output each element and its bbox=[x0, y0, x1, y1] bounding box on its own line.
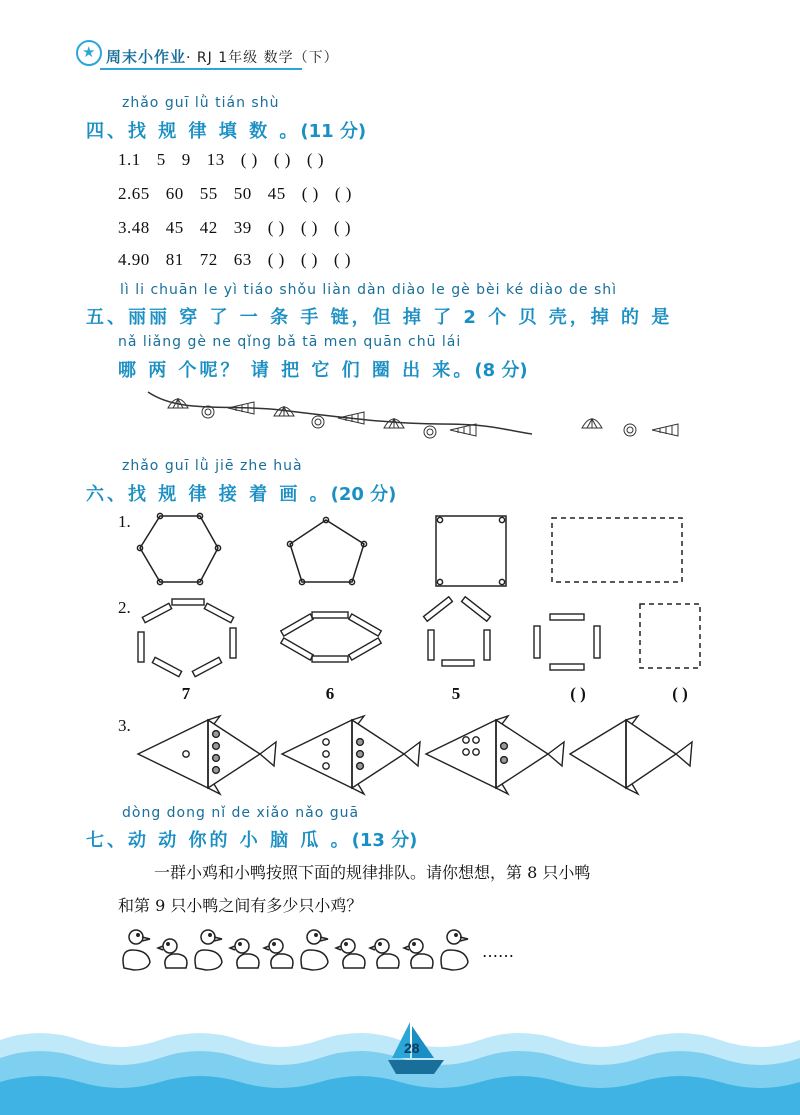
seq-value: 45 bbox=[165, 218, 184, 237]
section5-pinyin-2: nǎ liǎng gè ne qǐng bǎ tā men quān chū lái bbox=[118, 334, 462, 350]
header-subtitle: · RJ 1年级 数学（下） bbox=[186, 50, 339, 66]
seq-label: 2. bbox=[118, 184, 132, 203]
answer-blank[interactable]: ( ) bbox=[301, 184, 319, 203]
section6-title bbox=[86, 480, 396, 506]
section4-score: (11 分) bbox=[300, 121, 367, 142]
count-label: 7 bbox=[181, 684, 191, 703]
bracelet-illustration bbox=[140, 384, 700, 454]
count-label: 6 bbox=[325, 684, 335, 703]
seq-row-4 bbox=[118, 250, 367, 270]
six-stick-shape bbox=[281, 612, 381, 662]
chick-icon bbox=[264, 939, 293, 968]
fish-shape bbox=[138, 716, 276, 794]
q3-fish-shapes bbox=[130, 714, 710, 798]
queue-ellipsis: …… bbox=[482, 942, 514, 961]
logo-icon bbox=[76, 40, 102, 66]
seq-label: 3. bbox=[118, 218, 132, 237]
section7-title bbox=[86, 826, 417, 852]
seq-row-3 bbox=[118, 218, 367, 238]
four-stick-shape bbox=[534, 614, 600, 670]
answer-blank[interactable]: ( ) bbox=[300, 250, 318, 269]
answer-blank[interactable]: ( ) bbox=[267, 250, 285, 269]
section6-title-text: 六、找 规 律 接 着 画 。 bbox=[86, 484, 331, 505]
seq-value: 81 bbox=[165, 250, 184, 269]
seq-value: 65 bbox=[131, 184, 150, 203]
header-divider bbox=[100, 68, 302, 70]
section4-pinyin: zhǎo guī lǜ tián shù bbox=[122, 95, 280, 111]
count-answer-blank[interactable]: ( ) bbox=[672, 684, 688, 703]
seq-label: 1. bbox=[118, 150, 132, 169]
section6-pinyin: zhǎo guī lǜ jiē zhe huà bbox=[122, 458, 303, 474]
section5-line2-text: 哪 两 个呢？ 请 把 它 们 圈 出 来。 bbox=[118, 360, 475, 381]
answer-blank[interactable]: ( ) bbox=[240, 150, 258, 169]
hexagon-shape bbox=[137, 513, 220, 584]
section5-number: 2 bbox=[463, 307, 479, 328]
square-shape bbox=[436, 516, 506, 586]
seq-value: 50 bbox=[233, 184, 252, 203]
seq-value: 5 bbox=[156, 150, 166, 169]
section5-line1-text: 五、丽丽 穿 了 一 条 手 链，但 掉 了 bbox=[86, 307, 455, 328]
section7-score: (13 分) bbox=[351, 830, 418, 851]
section5-line1b-text: 个 贝 壳，掉 的 是 bbox=[488, 307, 673, 328]
chick-icon bbox=[404, 939, 433, 968]
seq-row-2 bbox=[118, 184, 368, 204]
section5-line-1 bbox=[86, 303, 672, 329]
page-number: 28 bbox=[404, 1040, 420, 1056]
header-title bbox=[106, 46, 339, 67]
seq-value: 90 bbox=[131, 250, 150, 269]
fish-shape bbox=[426, 716, 564, 794]
answer-blank[interactable]: ( ) bbox=[267, 218, 285, 237]
section5-pinyin-1: lì li chuān le yì tiáo shǒu liàn dàn diào le gè bèi ké diào de shì bbox=[120, 282, 618, 298]
duck-icon bbox=[195, 930, 222, 970]
fish-answer-shape[interactable] bbox=[570, 716, 692, 794]
section6-score: (20 分) bbox=[330, 484, 397, 505]
answer-blank[interactable]: ( ) bbox=[333, 250, 351, 269]
section4-title bbox=[86, 117, 366, 143]
seq-value: 9 bbox=[181, 150, 191, 169]
seven-stick-shape bbox=[138, 599, 236, 677]
chick-icon bbox=[158, 939, 187, 968]
answer-blank[interactable]: ( ) bbox=[334, 184, 352, 203]
chick-icon bbox=[336, 939, 365, 968]
duck-icon bbox=[441, 930, 468, 970]
chick-icon bbox=[370, 939, 399, 968]
cone-shell-icon bbox=[450, 424, 476, 436]
pentagon-shape bbox=[287, 517, 366, 584]
q2-label: 2. bbox=[118, 598, 131, 617]
seq-value: 39 bbox=[233, 218, 252, 237]
section5-line-2 bbox=[118, 356, 528, 382]
section4-title-text: 四、找 规 律 填 数 。 bbox=[86, 121, 301, 142]
section7-text-1: 一群小鸡和小鸭按照下面的规律排队。请你想想，第 8 只小鸭 bbox=[154, 863, 591, 882]
seq-value: 45 bbox=[267, 184, 286, 203]
q1-answer-box[interactable] bbox=[552, 518, 682, 582]
scallop-shell-icon bbox=[384, 418, 404, 428]
section5-score: (8 分) bbox=[474, 360, 528, 381]
header-title-main: 周末小作业 bbox=[106, 48, 187, 66]
q2-answer-box[interactable] bbox=[640, 604, 700, 668]
duck-icon bbox=[301, 930, 328, 970]
seq-row-1 bbox=[118, 150, 340, 170]
answer-blank[interactable]: ( ) bbox=[273, 150, 291, 169]
seq-value: 13 bbox=[206, 150, 225, 169]
q2-shapes bbox=[130, 594, 710, 684]
section7-text-2: 和第 9 只小鸭之间有多少只小鸡？ bbox=[118, 896, 363, 915]
seq-value: 60 bbox=[165, 184, 184, 203]
seq-value: 42 bbox=[199, 218, 218, 237]
answer-blank[interactable]: ( ) bbox=[300, 218, 318, 237]
section7-title-text: 七、动 动 你的 小 脑 瓜 。 bbox=[86, 830, 352, 851]
scallop-shell-icon bbox=[582, 418, 602, 428]
scallop-shell-icon bbox=[274, 406, 294, 416]
seq-value: 63 bbox=[233, 250, 252, 269]
q3-label: 3. bbox=[118, 716, 131, 735]
snail-shell-icon bbox=[312, 416, 324, 428]
cone-shell-icon bbox=[652, 424, 678, 436]
duck-chick-queue bbox=[116, 924, 486, 974]
q1-label: 1. bbox=[118, 512, 131, 531]
count-answer-blank[interactable]: ( ) bbox=[570, 684, 586, 703]
snail-shell-icon bbox=[624, 424, 636, 436]
snail-shell-icon bbox=[424, 426, 436, 438]
seq-value: 48 bbox=[131, 218, 150, 237]
seq-value: 72 bbox=[199, 250, 218, 269]
duck-icon bbox=[123, 930, 150, 970]
fish-shape bbox=[282, 716, 420, 794]
snail-shell-icon bbox=[202, 406, 214, 418]
seq-label: 4. bbox=[118, 250, 132, 269]
answer-blank[interactable]: ( ) bbox=[306, 150, 324, 169]
seq-value: 55 bbox=[199, 184, 218, 203]
q1-shapes bbox=[130, 508, 710, 590]
section7-pinyin: dòng dong nǐ de xiǎo nǎo guā bbox=[122, 805, 360, 821]
scallop-shell-icon bbox=[168, 398, 188, 408]
seq-value: 1 bbox=[131, 150, 141, 169]
count-label: 5 bbox=[451, 684, 461, 703]
five-stick-shape bbox=[424, 597, 491, 666]
chick-icon bbox=[230, 939, 259, 968]
answer-blank[interactable]: ( ) bbox=[333, 218, 351, 237]
